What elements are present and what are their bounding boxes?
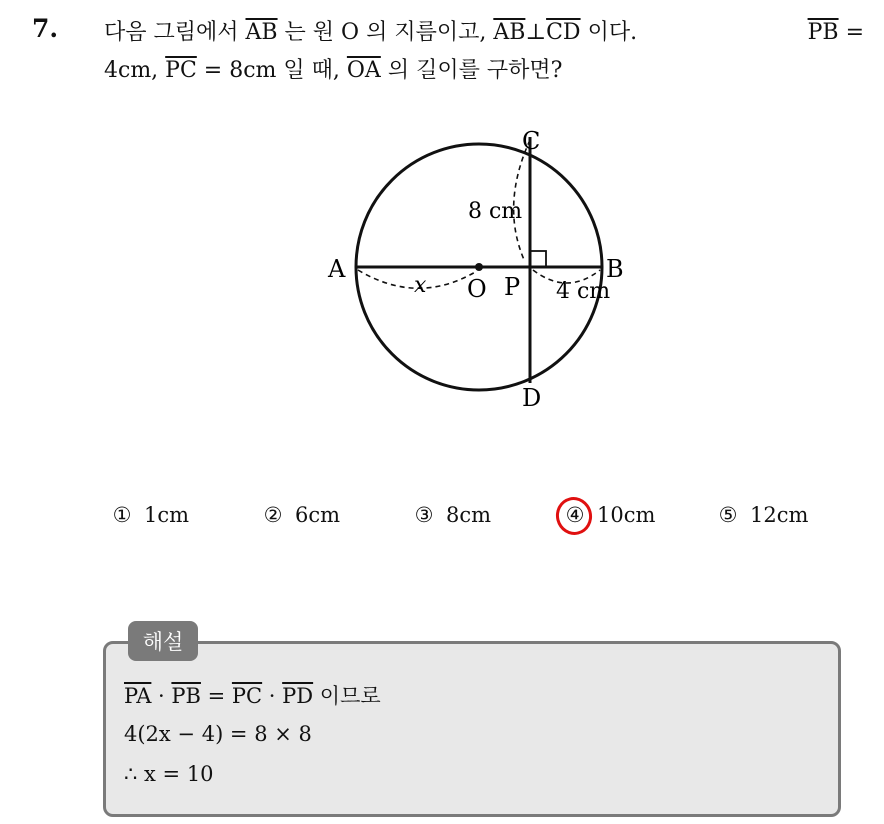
right-angle-mark	[530, 251, 546, 267]
question-line-1b: $\overline{PB}$ =	[807, 20, 864, 45]
answer-choices	[0, 503, 884, 543]
solution-line-1: $\overline{PA} \cdot \overline{PB} = \overline{PC} \cdot \overline{PD}$ 이므로	[124, 684, 381, 708]
question-number: 7.	[32, 14, 59, 43]
label-c: C	[522, 127, 541, 155]
label-a: A	[328, 255, 346, 283]
label-b: B	[606, 255, 624, 283]
label-pc-length: 8 cm	[468, 199, 523, 224]
label-x: x	[414, 273, 427, 298]
choice-3[interactable]: ③ 8cm	[414, 503, 492, 527]
question-text	[104, 14, 864, 90]
label-o: O	[467, 275, 487, 303]
center-point	[475, 263, 483, 271]
label-p: P	[504, 273, 521, 301]
choice-4[interactable]: ④ 10cm	[565, 503, 656, 527]
solution-line-3: ∴ x = 10	[124, 762, 214, 786]
circle-diagram	[320, 120, 640, 420]
choice-2[interactable]: ② 6cm	[263, 503, 341, 527]
question-line-1a: 다음 그림에서 $\overline{AB}$ 는 원 O 의 지름이고, $\overline{AB}\perp\overline{CD}$ 이다.	[104, 20, 638, 45]
choice-5[interactable]: ⑤ 12cm	[718, 503, 809, 527]
solution-line-2: 4(2x − 4) = 8 × 8	[124, 722, 312, 746]
choice-1[interactable]: ① 1cm	[112, 503, 190, 527]
solution-tag: 해설	[128, 621, 198, 661]
label-d: D	[522, 384, 542, 412]
question-line-2: 4cm, $\overline{PC} = 8cm$ 일 때, $\overline{OA}$ 의 길이를 구하면?	[104, 58, 563, 83]
label-pb-length: 4 cm	[556, 279, 611, 304]
